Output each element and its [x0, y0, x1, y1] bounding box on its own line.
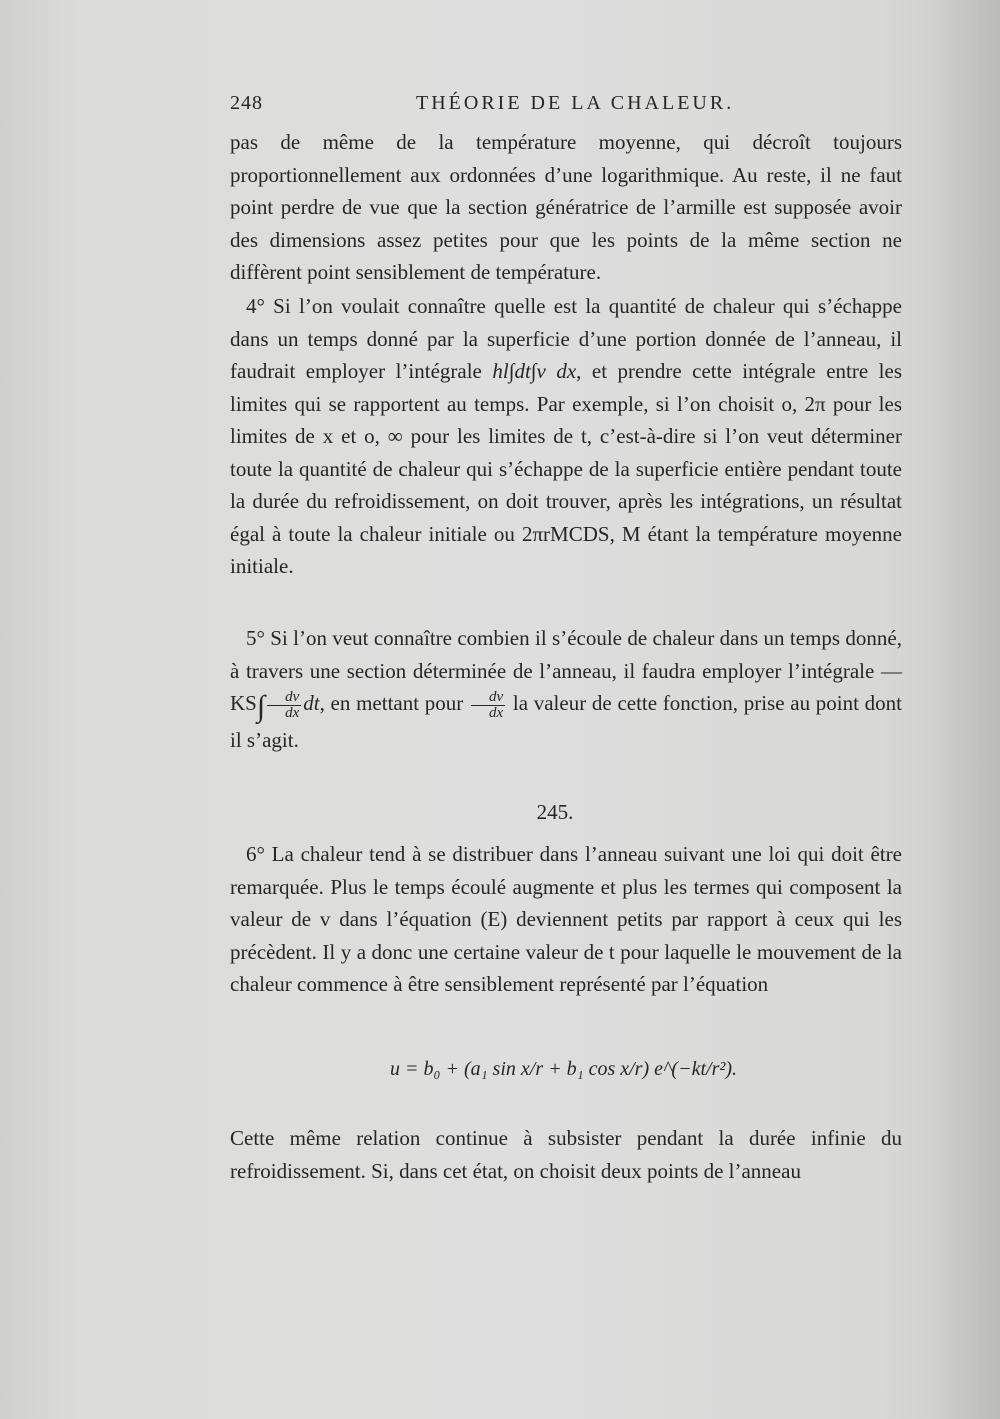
fraction-dv-dx-integral: $\frac{dv}{dx}$	[267, 690, 301, 721]
paragraph-1: pas de même de la température moyenne, qui décroît toujours proportionnellement aux ordonnées d’une logarithmique. Au reste, il ne faut point perdre de vue que la section génératrice de l’armille est supposée avoir des dimensions assez petites pour que les points de la même section ne diffèrent point sensiblement de température.	[230, 130, 902, 284]
running-title: THÉORIE DE LA CHALEUR.	[416, 92, 735, 114]
paragraph-4-text-a: 4° Si l’on voulait connaître quelle est la quantité de chaleur qui s’échappe dans un temps donné par la superficie d’une portion donnée de l’anneau, il faudrait employer l’intégrale	[230, 294, 902, 383]
paragraph-7-text: Cette même relation continue à subsister pendant la durée infinie du refroidissement. Si, dans cet état, on choisit deux points de l’anneau	[230, 1126, 902, 1183]
integral-hl-dt-vdx: hl∫dt∫v dx	[492, 359, 577, 383]
paragraph-5-text-c: la valeur de cette fonction, prise au point dont il s’agit.	[230, 691, 902, 752]
paragraph-4	[230, 290, 902, 583]
paragraph-5-text-a: 5° Si l’on veut connaître combien il s’écoule de chaleur dans un temps donné, à travers une section déterminée de l’anneau, il faudra employer l’intégrale — KS	[230, 626, 902, 715]
paragraph-6-text: 6° La chaleur tend à se distribuer dans l’anneau suivant une loi qui doit être remarquée. Plus le temps écoulé augmente et plus les termes qui composent la valeur de v dans l’équation (E) deviennent petits par rapport à ceux qui les précèdent. Il y a donc une certaine valeur de t pour laquelle le mouvement de la chaleur commence à être sensiblement représenté par l’équation	[230, 842, 902, 996]
integral-dt: dt	[303, 691, 320, 715]
running-head	[230, 92, 900, 118]
paragraph-7	[230, 1122, 902, 1187]
integral-sign: ∫	[256, 690, 266, 723]
paragraph-continued	[230, 126, 902, 289]
page-number: 248	[230, 92, 263, 114]
paragraph-6	[230, 838, 902, 1001]
section-number: 245.	[536, 800, 574, 824]
page-shadow	[930, 0, 1000, 1419]
paragraph-5-text-b: , en mettant pour	[319, 691, 469, 715]
equation-u: u = b₀ + (a₁ sin x/r + b₁ cos x/r) e^(−kt/r²).	[390, 1058, 738, 1080]
paragraph-5	[230, 622, 902, 756]
fraction-dv-dx: $\frac{dv}{dx}$	[471, 690, 505, 721]
paragraph-4-text-b: , et prendre cette intégrale entre les limites qui se rapportent au temps. Par exemple, si l’on choisit o, 2π pour les limites de x et o, ∞ pour les limites de t, c’est-à-dire si l’on veut déterminer toute la quantité de chaleur qui s’échappe de la superficie entière pendant toute la durée du refroidissement, on doit trouver, après les intégrations, un résultat égal à toute la chaleur initiale ou 2πrMCDS, M étant la température moyenne initiale.	[230, 359, 903, 578]
